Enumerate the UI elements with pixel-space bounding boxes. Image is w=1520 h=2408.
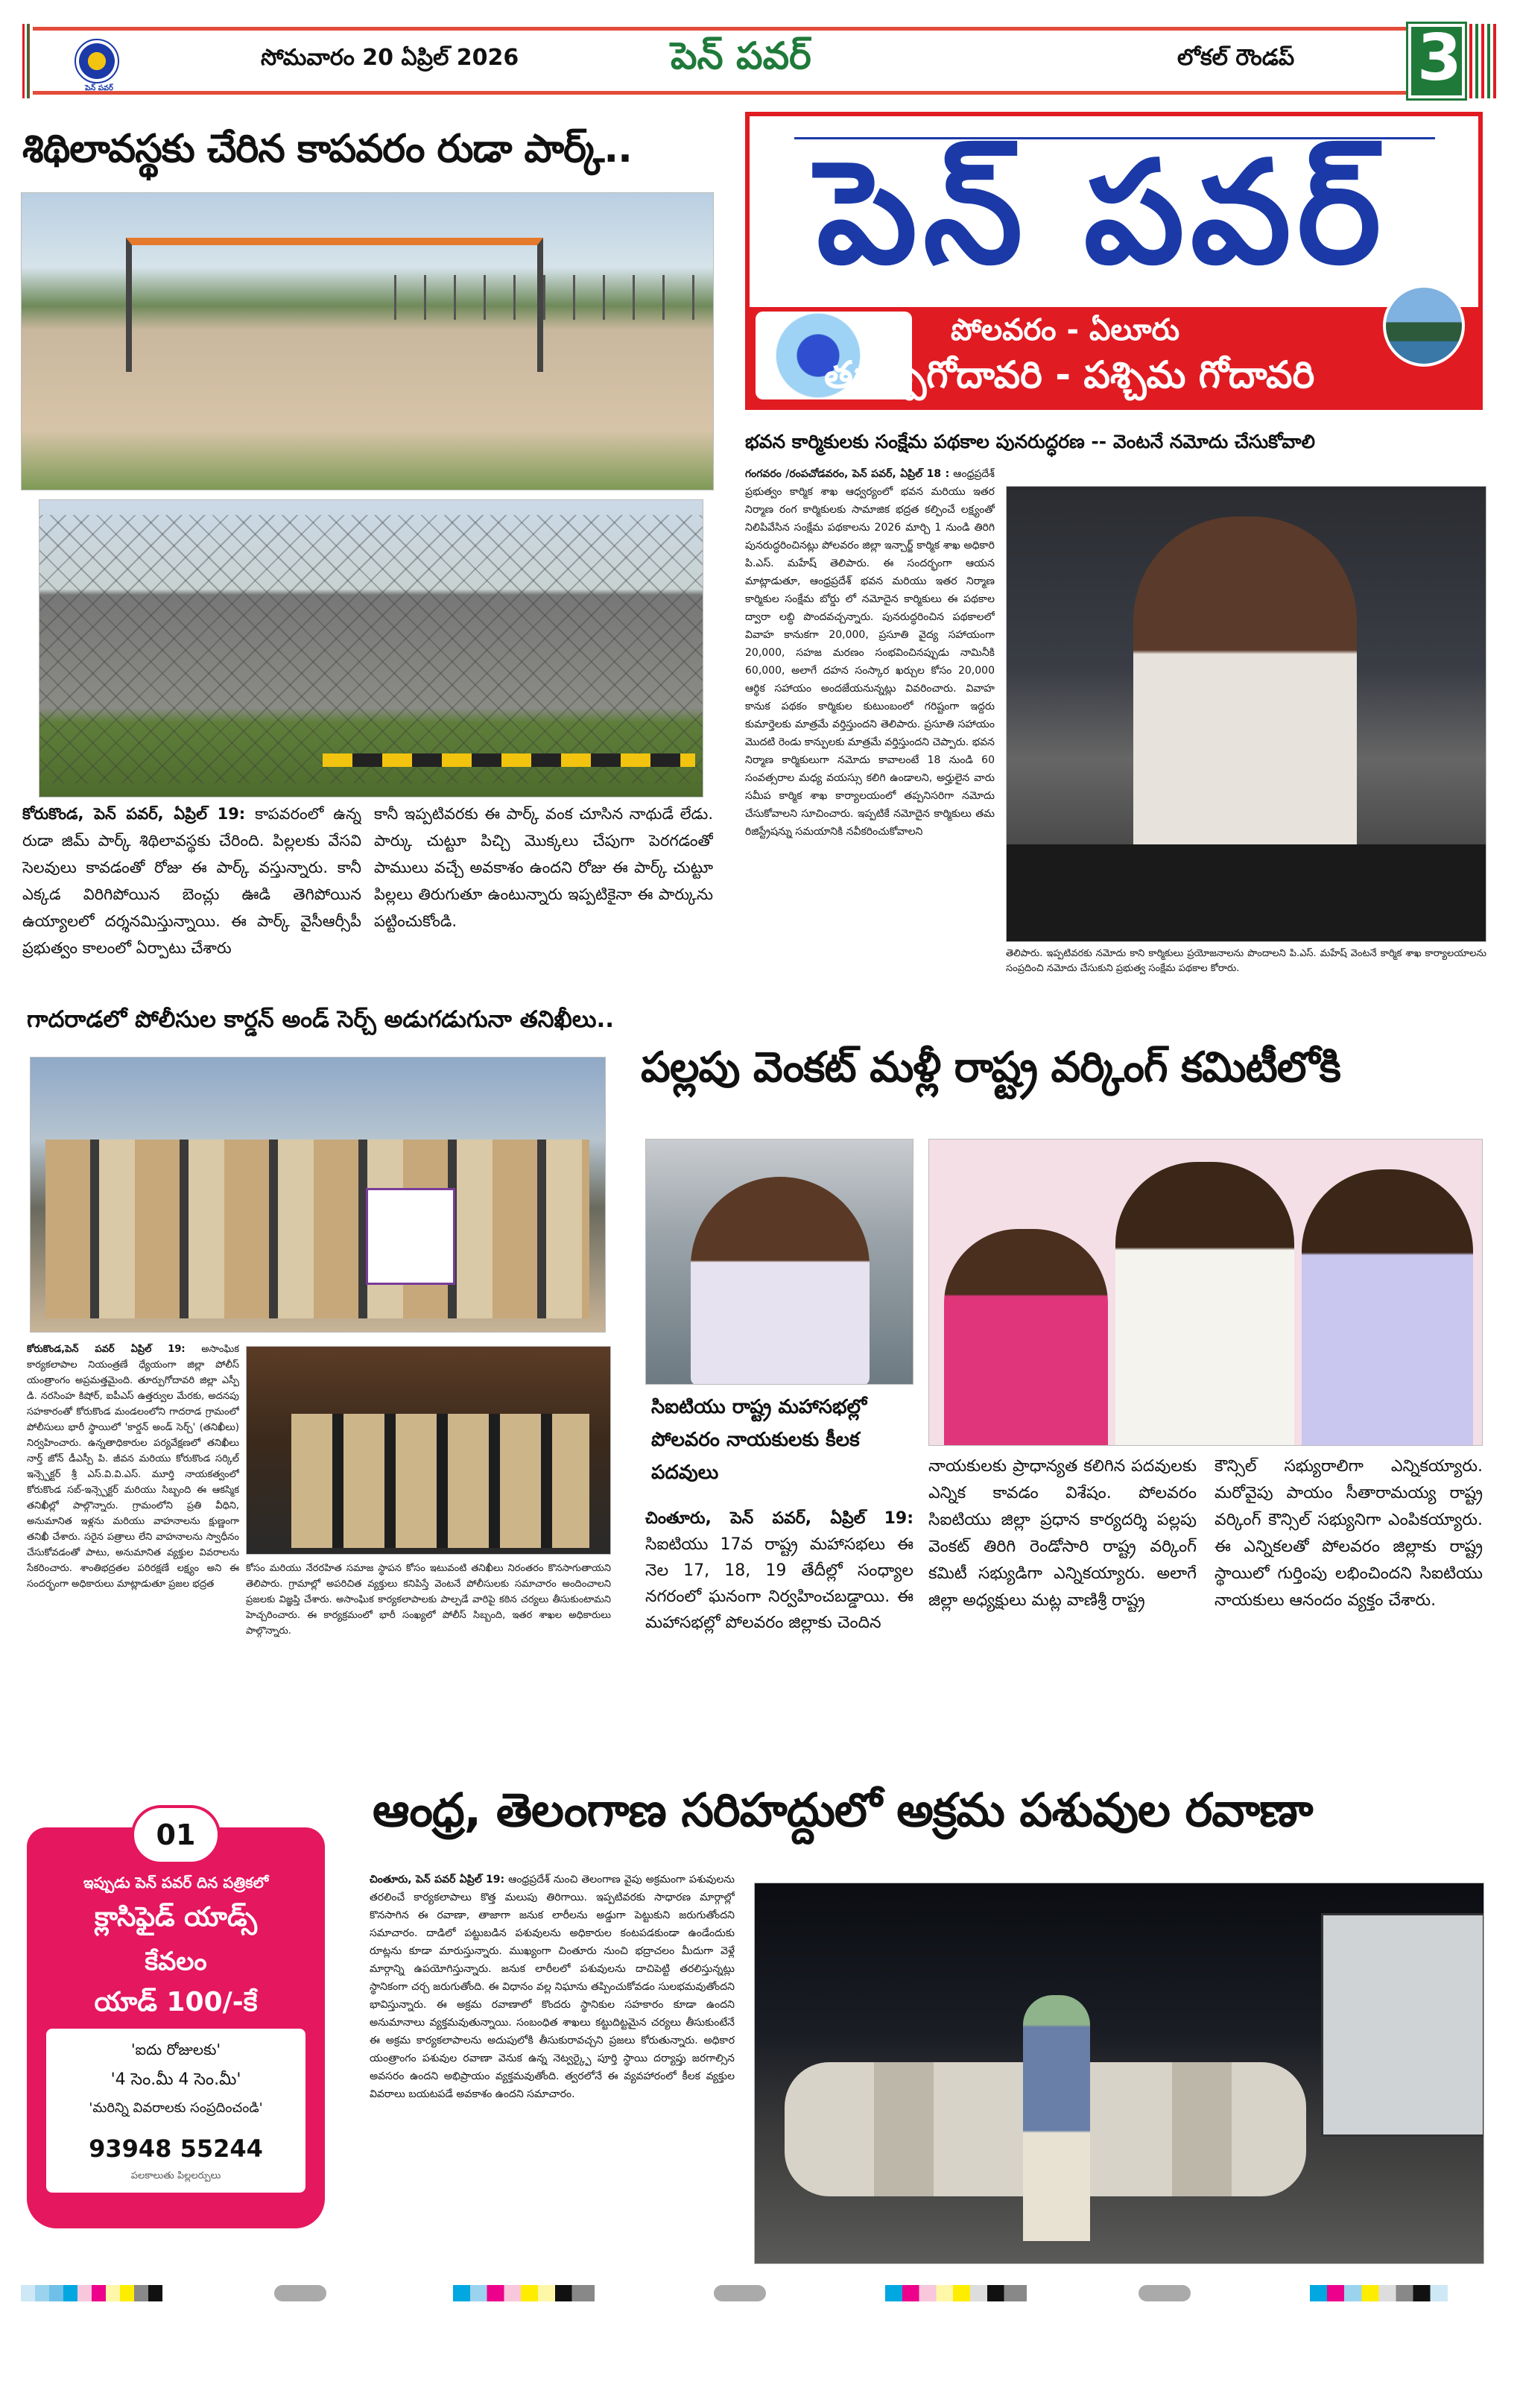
police-banner [366, 1188, 455, 1285]
ad-line5: 'ఐదు రోజులకు' [131, 2041, 221, 2058]
header-rule-bottom [33, 91, 1423, 95]
header-page-number: 3 [1417, 21, 1462, 95]
park-text-1: కాపవరంలో ఉన్న రుడా జిమ్ పార్క్ శిథిలావస్థకు చేరింది. పిల్లలకు వేసవి సెలవులు కావడంతో రోజు ఈ పార్క్ వస్తున్నారు. కానీ ఎక్కడ విరిగిపోయిన బెంచ్లు ఊడి తెగిపోయిన ఉయ్యాలలో దర్శనమిస్తున్నాయి. ఈ పార్క్ వైసీఆర్సీపీ ప్రభుత్వం కాలంలో ఏర్పాటు చేశారు [22, 805, 361, 957]
person-3 [1302, 1169, 1473, 1446]
venkat-portrait [645, 1139, 913, 1385]
venkat-body-col3 [1215, 1453, 1483, 1677]
header-title: పెన్ పవర్ [671, 34, 811, 78]
police-body-2 [246, 1561, 611, 1725]
fence-mesh [39, 515, 703, 783]
park-fence [394, 275, 707, 320]
gray-dot-1 [274, 2285, 326, 2301]
man-figure [1023, 1995, 1090, 2241]
cattle-headline: ఆంధ్ర, తెలంగాణ సరిహద్దులో అక్రమ పశువుల రవాణా [373, 1783, 1313, 1837]
police-headline: గాదరాడలో పోలీసుల కార్డన్ అండ్ సెర్చ్ అడుగడుగునా తనిఖీలు.. [27, 1006, 615, 1033]
header-logo-icon [75, 39, 119, 83]
header-rule-top [33, 27, 1423, 31]
workers-caption [1006, 947, 1486, 991]
ad-number-badge [131, 1805, 221, 1865]
classified-ad [27, 1818, 325, 2228]
truck [1321, 1913, 1484, 2137]
park-body-col1 [22, 800, 361, 987]
ad-line6: '4 సెం.మీ 4 సెం.మీ' [110, 2070, 241, 2089]
person-2 [1115, 1162, 1294, 1446]
venkat-text-2: నాయకులకు ప్రాధాన్యత కలిగిన పదవులకు ఎన్నిక కావడం విశేషం. పోలవరం సిఐటియు జిల్లా ప్రధాన కార్యదర్శి పల్లపు వెంకట్ తిరిగి రెండోసారి రాష్ట్ర వర్కింగ్ కమిటీ సభ్యుడిగా ఎన్నికయ్యారు. అలాగే జిల్లా అధ్యక్షులు మట్ల వాణిశ్రీ రాష్ట్ర [928, 1457, 1197, 1610]
print-color-bar [21, 2285, 1496, 2303]
road-kerb [323, 753, 695, 767]
bridge-photo-icon [1383, 285, 1465, 367]
ad-number: 01 [156, 1818, 196, 1851]
park-body-col2 [374, 800, 713, 987]
header-stripes-left [22, 24, 30, 98]
venkat-text-3: కౌన్సిల్ సభ్యురాలిగా ఎన్నికయ్యారు. మరోవైపు పాయం సీతారామయ్య రాష్ట్ర వర్కింగ్ కౌన్సిల్ సభ్యునిగా ఎంపికయ్యారు. ఈ ఎన్నికలతో పోలవరం జిల్లాకు రాష్ట్ర స్థాయిలో గుర్తింపు లభించిందని సిఐటియు నాయకులు ఆనందం వ్యక్తం చేశారు. [1215, 1457, 1483, 1610]
workers-headline: భవన కార్మికులకు సంక్షేమ పథకాల పునరుద్ధరణ -- వెంటనే నమోదు చేసుకోవాలి [745, 431, 1315, 452]
park-dateline: కోరుకొండ, పెన్ పవర్, ఏప్రిల్ 19: [22, 805, 246, 823]
header-section: లోకల్ రౌండప్ [1177, 45, 1295, 71]
masthead-line2: తూర్పుగోదావరి - పశ్చిమ గోదావరి [824, 353, 1315, 396]
park-photo-2 [39, 499, 703, 797]
venkat-headline: పల్లపు వెంకట్ మళ్లీ రాష్ట్ర వర్కింగ్ కమిటీలోకి [641, 1043, 1340, 1092]
police-night-group [291, 1414, 589, 1548]
desk [1007, 844, 1486, 942]
color-strip-2 [453, 2285, 595, 2301]
venkat-subhead: సిఐటియు రాష్ట్ర మహాసభల్లో పోలవరం నాయకులకు కీలక పదవులు [651, 1396, 867, 1484]
police-photo-2 [246, 1346, 611, 1555]
venkat-text-1: సిఐటియు 17వ రాష్ట్ర మహాసభలు ఈ నెల 17, 18, 19 తేదీల్లో సంధ్యాల నగరంలో ఘనంగా నిర్వహించబడ్డాయి. ఈ మహాసభల్లో పోలవరం జిల్లాకు చెందిన [645, 1535, 913, 1632]
workers-body [745, 465, 995, 990]
workers-text: ఆంధ్రప్రదేశ్ ప్రభుత్వం కార్మిక శాఖ ఆధ్వర్యంలో భవన మరియు ఇతర నిర్మాణ రంగ కార్మికులకు సామాజిక భద్రత కల్పించే లక్ష్యంతో నిలిపివేసిన సంక్షేమ పథకాలను 2026 మార్చి 1 నుండి తిరిగి పునరుద్ధరించినట్లు పోలవరం జిల్లా ఇన్చార్జ్ కార్మిక శాఖ అధికారి పి.ఎస్. మహేష్ తెలిపారు. ఈ సందర్భంగా ఆయన మాట్లాడుతూ, ఆంధ్రప్రదేశ్ భవన మరియు ఇతర నిర్మాణ కార్మికుల సంక్షేమ బోర్డు లో నమోదైన కార్మికులు ఈ పథకాల ద్వారా లబ్ధి పొందవచ్చన్నారు. పునరుద్ధరించిన పథకాలలో వివాహ కానుకగా 20,000, ప్రసూతి వైద్య సహాయంగా 20,000, సహజ మరణం సంభవించినప్పుడు నామినీకి 60,000, అలాగే దహన సంస్కార ఖర్చుల కోసం 20,000 ఆర్థిక సహాయం అందజేయనున్నట్లు వివరించారు. వివాహ కానుక పథకం కార్మికుల కుటుంబంలో గరిష్టంగా ఇద్దరు కుమార్తెలకు మాత్రమే వర్తిస్తుందని తెలిపారు. ప్రసూతి సహాయం మొదటి రెండు కాన్పులకు మాత్రమే వర్తిస్తుందని చెప్పారు. భవన నిర్మాణ కార్మికులుగా నమోదు కావాలంటే 18 నుండి 60 సంవత్సరాల మధ్య వయస్సు కలిగి ఉండాలని, అర్హులైన వారు సమీప కార్మిక శాఖ కార్యాలయంలో తప్పనిసరిగా నమోదు చేసుకోవాలని సూచించారు. ఇప్పటికే నమోదైన కార్మికులు తమ రిజిస్ట్రేషన్ను సమయానికి నవీకరించుకోవాలని [745, 468, 995, 838]
park-text-2: కానీ ఇప్పటివరకు ఈ పార్క్ వంక చూసిన నాథుడే లేడు. పార్కు చుట్టూ పిచ్చి మొక్కలు చేపుగా పెరగడంతో పాములు వచ్చే అవకాశం ఉందని రోజు ఈ పార్క్ చుట్టూ పిల్లలు తిరుగుతూ ఉంటున్నారు ఇప్పటికైనా ఈ పార్కును పట్టించుకోండి. [374, 805, 713, 930]
venkat-dateline: చింతూరు, పెన్ పవర్, ఏప్రిల్ 19: [645, 1509, 913, 1528]
header-stripes-right [1469, 24, 1498, 98]
ad-line2: క్లాసిఫైడ్ యాడ్స్ [94, 1902, 258, 1933]
masthead-title: పెన్ పవర్ [817, 130, 1387, 295]
header-logo-text: పెన్ పవర్ [85, 84, 113, 92]
police-body [27, 1342, 239, 1725]
ad-footer: పలకాలుతు పిల్లలర్పులు [130, 2170, 221, 2181]
color-strip-3 [885, 2285, 1027, 2301]
ad-line3: కేవలం [145, 1947, 207, 1976]
police-text-2: కోసం మరియు నేరరహిత సమాజ స్థాపన కోసం ఇటువంటి తనిఖీలు నిరంతరం కొనసాగుతాయని తెలిపారు. గ్రామాల్లో అపరిచిత వ్యక్తులు కనిపిస్తే వెంటనే పోలీసులకు సమాచారం అందించాలని ప్రజలకు విజ్ఞప్తి చేశారు. అసాంఘిక కార్యకలాపాలకు పాల్పడే వారిపై కఠిన చర్యలు తీసుకుంటామని హెచ్చరించారు. ఈ కార్యక్రమంలో భారీ సంఖ్యలో పోలీస్ సిబ్బంది, ఇతర శాఖల అధికారులు పాల్గొన్నారు. [246, 1563, 611, 1637]
venkat-body-col2 [928, 1453, 1197, 1677]
portrait-figure [691, 1177, 870, 1385]
color-strip-1 [21, 2285, 162, 2301]
workers-text-2: తెలిపారు. ఇప్పటివరకు నమోదు కాని కార్మికులు ప్రయోజనాలను పొందాలని పి.ఎస్. మహేష్ వెంటనే కార్మిక శాఖ కార్యాలయాలను సంప్రదించి నమోదు చేసుకుని ప్రభుత్వ సంక్షేమ పథకాల [1006, 948, 1486, 974]
workers-text-3: కోరారు. [1210, 963, 1240, 974]
police-text: అసాంఘిక కార్యకలాపాల నియంత్రణే ధ్యేయంగా జిల్లా పోలీస్ యంత్రాంగం అప్రమత్తమైంది. తూర్పుగోదావరి జిల్లా ఎస్పీ డి. నరసింహ కిషోర్, ఐపీఎస్ ఉత్తర్వుల మేరకు, అదనపు సహకారంతో కోరుకొండ మండలంలోని గాదరాడ గ్రామంలో పోలీసులు భారీ స్థాయిలో 'కార్డన్ అండ్ సెర్చ్' (తనిఖీలు) నిర్వహించారు. ఉన్నతాధికారుల పర్యవేక్షణలో తనిఖీలు నార్త్ జోన్ డీఎస్పీ పి. జీవన మరియు కోరుకొండ సర్కిల్ ఇన్స్పెక్టర్ శ్రీ ఎస్.వి.వి.ఎస్. మూర్తి నాయకత్వంలో కోరుకొండ సబ్-ఇన్స్పెక్టర్ మరియు సిబ్బంది ఈ ఆకస్మిక తనిఖీల్లో పాల్గొన్నారు. గ్రామంలోని ప్రతి వీధిని, అనుమానిత ఇళ్లను మరియు వాహనాలను క్షుణ్ణంగా తనిఖీ చేశారు. సరైన పత్రాలు లేని వాహనాలను స్వాధీనం చేసుకోవడంతో పాటు, అనుమానిత వ్యక్తుల వివరాలను సేకరించారు. శాంతిభద్రతల పరిరక్షణే లక్ష్యం అని ఈ సందర్భంగా అధికారులు మాట్లాడుతూ ప్రజల భద్రత [27, 1344, 239, 1590]
color-strip-4 [1310, 2285, 1466, 2301]
police-photo-1 [30, 1057, 606, 1333]
park-photo-1 [21, 192, 714, 490]
police-dateline: కోరుకొండ,పెన్ పవర్ ఏప్రిల్ 19: [27, 1344, 186, 1355]
police-group [45, 1140, 589, 1318]
venkat-group-photo [928, 1139, 1483, 1446]
workers-officer-photo [1006, 486, 1486, 942]
header-date: సోమవారం 20 ఏప్రిల్ 2026 [261, 45, 519, 71]
gray-dot-2 [714, 2285, 766, 2301]
ad-line7: 'మరిన్ని వివరాలకు సంప్రదించండి' [89, 2100, 263, 2116]
workers-dateline: గంగవరం /రంపచోడవరం, పెన్ పవర్, ఏప్రిల్ 18 : [745, 468, 950, 480]
park-headline: శిథిలావస్థకు చేరిన కాపవరం రుడా పార్క్.. [22, 127, 632, 171]
masthead-line1: పోలవరం - ఏలూరు [951, 313, 1180, 347]
person-1 [944, 1229, 1108, 1446]
masthead [745, 112, 1483, 410]
ad-line4: యాడ్ 100/-కే [94, 1987, 258, 2017]
gray-dot-3 [1139, 2285, 1191, 2301]
cattle-photo [754, 1883, 1484, 2264]
ad-line1: ఇప్పుడు పెన్ పవర్ దిన పత్రికలో [83, 1874, 269, 1892]
ad-phone[interactable]: 93948 55244 [89, 2134, 263, 2163]
cattle-text: ఆంధ్రప్రదేశ్ నుంచి తెలంగాణ వైపు అక్రమంగా పశువులను తరలించే కార్యకలాపాలు కొత్త మలుపు తిరిగాయి. ఇప్పటివరకు సాధారణ మార్గాల్లో కొనసాగిన ఈ రవాణా, తాజాగా జనుక లారీలను అడ్డుగా పెట్టుకుని జరుగుతోందని సమాచారం. దాడిలో పట్టుబడిన పశువులను అధికారుల కంటపడకుండా ఉండేందుకు రూట్లను కూడా మారుస్తున్నారు. ముఖ్యంగా చింతూరు నుంచి భద్రాచలం మీదుగా వెళ్లే మార్గాన్ని ఉపయోగిస్తున్నారు. జనుక లారీలలో పశువులను దాచిపెట్టి తరలిస్తున్నట్లు స్థానికంగా చర్చ జరుగుతోంది. ఈ విధానం వల్ల నిఘాను తప్పించుకోవడం సులభమవుతోందని భావిస్తున్నారు. ఈ అక్రమ రవాణాలో కొందరు స్థానికుల సహకారం కూడా ఉందని అనుమానాలు వ్యక్తమవుతున్నాయి. సంబంధిత శాఖలు కట్టుదిట్టమైన చర్యలు తీసుకుంటేనే ఈ అక్రమ కార్యకలాపాలను అదుపులోకి తీసుకురావచ్చని ప్రజలు కోరుతున్నారు. అధికార యంత్రాంగం పశువుల రవాణా వెనుక ఉన్న నెట్వర్క్పై పూర్తి స్థాయి దర్యాప్తు జరగాల్సిన అవసరం ఉందని అభిప్రాయం వ్యక్తమవుతోంది. త్వరలోనే ఈ వ్యవహారంలో కీలక వ్యక్తుల వివరాలు బయటపడే అవకాశం ఉందని సమాచారం. [370, 1874, 735, 2100]
header-bar [22, 21, 1498, 98]
venkat-body-col1 [645, 1505, 913, 1699]
cattle-dateline: చింతూరు, పెన్ పవర్ ఏప్రిల్ 19: [370, 1874, 505, 1886]
cattle-body [370, 1871, 735, 2258]
